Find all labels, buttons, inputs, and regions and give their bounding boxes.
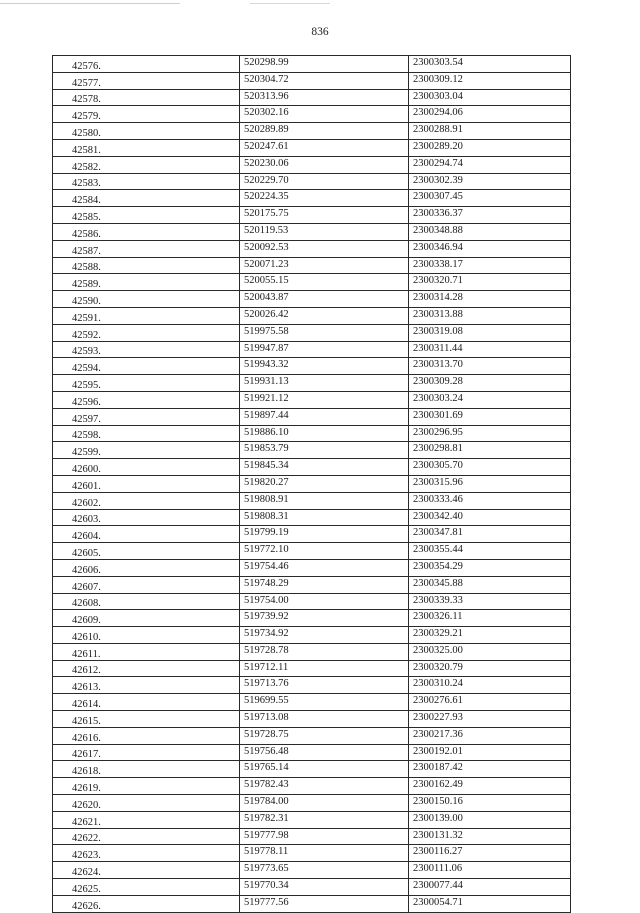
x-coordinate-cell: 520119.53 bbox=[240, 223, 409, 240]
x-coordinate-cell: 519784.00 bbox=[240, 795, 409, 812]
y-coordinate-cell: 2300315.96 bbox=[409, 475, 571, 492]
y-coordinate-cell: 2300276.61 bbox=[409, 694, 571, 711]
x-coordinate-cell: 519782.43 bbox=[240, 778, 409, 795]
point-index-cell: 42592. bbox=[53, 324, 240, 341]
y-coordinate-cell: 2300348.88 bbox=[409, 223, 571, 240]
table-row bbox=[53, 72, 571, 89]
point-index-cell: 42585. bbox=[53, 207, 240, 224]
y-coordinate-cell: 2300116.27 bbox=[409, 845, 571, 862]
y-coordinate-cell: 2300314.28 bbox=[409, 291, 571, 308]
point-index-cell: 42607. bbox=[53, 576, 240, 593]
x-coordinate-cell: 520092.53 bbox=[240, 240, 409, 257]
x-coordinate-cell: 519943.32 bbox=[240, 358, 409, 375]
y-coordinate-cell: 2300227.93 bbox=[409, 711, 571, 728]
table-row bbox=[53, 828, 571, 845]
point-index-cell: 42615. bbox=[53, 711, 240, 728]
point-index-cell: 42623. bbox=[53, 845, 240, 862]
point-index-cell: 42620. bbox=[53, 795, 240, 812]
table-row bbox=[53, 526, 571, 543]
y-coordinate-cell: 2300192.01 bbox=[409, 744, 571, 761]
table-row bbox=[53, 492, 571, 509]
point-index-cell: 42619. bbox=[53, 778, 240, 795]
table-row bbox=[53, 761, 571, 778]
point-index-cell: 42614. bbox=[53, 694, 240, 711]
point-index-cell: 42609. bbox=[53, 610, 240, 627]
table-row bbox=[53, 778, 571, 795]
y-coordinate-cell: 2300298.81 bbox=[409, 442, 571, 459]
x-coordinate-cell: 520055.15 bbox=[240, 274, 409, 291]
table-row bbox=[53, 240, 571, 257]
x-coordinate-cell: 520224.35 bbox=[240, 190, 409, 207]
x-coordinate-cell: 520247.61 bbox=[240, 139, 409, 156]
x-coordinate-cell: 519756.48 bbox=[240, 744, 409, 761]
point-index-cell: 42584. bbox=[53, 190, 240, 207]
table-row bbox=[53, 307, 571, 324]
table-row bbox=[53, 173, 571, 190]
y-coordinate-cell: 2300320.79 bbox=[409, 660, 571, 677]
point-index-cell: 42611. bbox=[53, 643, 240, 660]
scan-edge-line bbox=[250, 3, 330, 4]
x-coordinate-cell: 519728.78 bbox=[240, 643, 409, 660]
y-coordinate-cell: 2300313.70 bbox=[409, 358, 571, 375]
x-coordinate-cell: 519712.11 bbox=[240, 660, 409, 677]
y-coordinate-cell: 2300294.06 bbox=[409, 106, 571, 123]
point-index-cell: 42606. bbox=[53, 559, 240, 576]
table-row bbox=[53, 257, 571, 274]
x-coordinate-cell: 519699.55 bbox=[240, 694, 409, 711]
point-index-cell: 42595. bbox=[53, 375, 240, 392]
x-coordinate-cell: 520230.06 bbox=[240, 156, 409, 173]
x-coordinate-cell: 519713.76 bbox=[240, 677, 409, 694]
point-index-cell: 42604. bbox=[53, 526, 240, 543]
point-index-cell: 42581. bbox=[53, 139, 240, 156]
coordinates-table bbox=[52, 55, 571, 913]
y-coordinate-cell: 2300319.08 bbox=[409, 324, 571, 341]
coordinates-table-body bbox=[53, 56, 571, 913]
point-index-cell: 42577. bbox=[53, 72, 240, 89]
y-coordinate-cell: 2300339.33 bbox=[409, 593, 571, 610]
table-row bbox=[53, 559, 571, 576]
y-coordinate-cell: 2300338.17 bbox=[409, 257, 571, 274]
x-coordinate-cell: 519772.10 bbox=[240, 543, 409, 560]
table-row bbox=[53, 795, 571, 812]
point-index-cell: 42610. bbox=[53, 627, 240, 644]
point-index-cell: 42602. bbox=[53, 492, 240, 509]
x-coordinate-cell: 519748.29 bbox=[240, 576, 409, 593]
table-row bbox=[53, 358, 571, 375]
point-index-cell: 42603. bbox=[53, 509, 240, 526]
x-coordinate-cell: 519778.11 bbox=[240, 845, 409, 862]
table-row bbox=[53, 694, 571, 711]
y-coordinate-cell: 2300345.88 bbox=[409, 576, 571, 593]
table-row bbox=[53, 89, 571, 106]
y-coordinate-cell: 2300309.12 bbox=[409, 72, 571, 89]
point-index-cell: 42598. bbox=[53, 425, 240, 442]
table-row bbox=[53, 291, 571, 308]
table-row bbox=[53, 408, 571, 425]
y-coordinate-cell: 2300077.44 bbox=[409, 879, 571, 896]
table-row bbox=[53, 324, 571, 341]
table-row bbox=[53, 391, 571, 408]
y-coordinate-cell: 2300354.29 bbox=[409, 559, 571, 576]
point-index-cell: 42597. bbox=[53, 408, 240, 425]
x-coordinate-cell: 520175.75 bbox=[240, 207, 409, 224]
table-row bbox=[53, 711, 571, 728]
table-row bbox=[53, 156, 571, 173]
point-index-cell: 42621. bbox=[53, 811, 240, 828]
x-coordinate-cell: 519975.58 bbox=[240, 324, 409, 341]
x-coordinate-cell: 520304.72 bbox=[240, 72, 409, 89]
x-coordinate-cell: 519845.34 bbox=[240, 459, 409, 476]
y-coordinate-cell: 2300296.95 bbox=[409, 425, 571, 442]
x-coordinate-cell: 520302.16 bbox=[240, 106, 409, 123]
table-row bbox=[53, 459, 571, 476]
y-coordinate-cell: 2300313.88 bbox=[409, 307, 571, 324]
y-coordinate-cell: 2300346.94 bbox=[409, 240, 571, 257]
table-row bbox=[53, 576, 571, 593]
y-coordinate-cell: 2300310.24 bbox=[409, 677, 571, 694]
y-coordinate-cell: 2300150.16 bbox=[409, 795, 571, 812]
point-index-cell: 42593. bbox=[53, 341, 240, 358]
x-coordinate-cell: 519734.92 bbox=[240, 627, 409, 644]
point-index-cell: 42579. bbox=[53, 106, 240, 123]
y-coordinate-cell: 2300325.00 bbox=[409, 643, 571, 660]
y-coordinate-cell: 2300288.91 bbox=[409, 123, 571, 140]
point-index-cell: 42612. bbox=[53, 660, 240, 677]
table-row bbox=[53, 223, 571, 240]
table-row bbox=[53, 593, 571, 610]
x-coordinate-cell: 519947.87 bbox=[240, 341, 409, 358]
point-index-cell: 42587. bbox=[53, 240, 240, 257]
table-row bbox=[53, 123, 571, 140]
y-coordinate-cell: 2300303.54 bbox=[409, 56, 571, 73]
point-index-cell: 42600. bbox=[53, 459, 240, 476]
table-row bbox=[53, 475, 571, 492]
point-index-cell: 42586. bbox=[53, 223, 240, 240]
y-coordinate-cell: 2300294.74 bbox=[409, 156, 571, 173]
table-row bbox=[53, 207, 571, 224]
y-coordinate-cell: 2300289.20 bbox=[409, 139, 571, 156]
x-coordinate-cell: 520298.99 bbox=[240, 56, 409, 73]
point-index-cell: 42596. bbox=[53, 391, 240, 408]
table-row bbox=[53, 879, 571, 896]
page-number: 836 bbox=[311, 26, 329, 38]
table-row bbox=[53, 375, 571, 392]
x-coordinate-cell: 519808.31 bbox=[240, 509, 409, 526]
table-row bbox=[53, 727, 571, 744]
table-row bbox=[53, 274, 571, 291]
table-row bbox=[53, 543, 571, 560]
x-coordinate-cell: 520043.87 bbox=[240, 291, 409, 308]
point-index-cell: 42583. bbox=[53, 173, 240, 190]
x-coordinate-cell: 519754.46 bbox=[240, 559, 409, 576]
x-coordinate-cell: 519777.56 bbox=[240, 895, 409, 912]
x-coordinate-cell: 519728.75 bbox=[240, 727, 409, 744]
y-coordinate-cell: 2300139.00 bbox=[409, 811, 571, 828]
point-index-cell: 42590. bbox=[53, 291, 240, 308]
table-row bbox=[53, 442, 571, 459]
x-coordinate-cell: 519782.31 bbox=[240, 811, 409, 828]
x-coordinate-cell: 520229.70 bbox=[240, 173, 409, 190]
y-coordinate-cell: 2300333.46 bbox=[409, 492, 571, 509]
y-coordinate-cell: 2300302.39 bbox=[409, 173, 571, 190]
table-row bbox=[53, 643, 571, 660]
x-coordinate-cell: 520313.96 bbox=[240, 89, 409, 106]
y-coordinate-cell: 2300307.45 bbox=[409, 190, 571, 207]
table-row bbox=[53, 895, 571, 912]
point-index-cell: 42582. bbox=[53, 156, 240, 173]
x-coordinate-cell: 519773.65 bbox=[240, 862, 409, 879]
x-coordinate-cell: 519713.08 bbox=[240, 711, 409, 728]
y-coordinate-cell: 2300329.21 bbox=[409, 627, 571, 644]
y-coordinate-cell: 2300054.71 bbox=[409, 895, 571, 912]
x-coordinate-cell: 519799.19 bbox=[240, 526, 409, 543]
point-index-cell: 42625. bbox=[53, 879, 240, 896]
point-index-cell: 42616. bbox=[53, 727, 240, 744]
y-coordinate-cell: 2300303.04 bbox=[409, 89, 571, 106]
table-row bbox=[53, 845, 571, 862]
point-index-cell: 42613. bbox=[53, 677, 240, 694]
point-index-cell: 42617. bbox=[53, 744, 240, 761]
y-coordinate-cell: 2300303.24 bbox=[409, 391, 571, 408]
table-row bbox=[53, 862, 571, 879]
point-index-cell: 42594. bbox=[53, 358, 240, 375]
y-coordinate-cell: 2300217.36 bbox=[409, 727, 571, 744]
table-row bbox=[53, 425, 571, 442]
y-coordinate-cell: 2300131.32 bbox=[409, 828, 571, 845]
point-index-cell: 42622. bbox=[53, 828, 240, 845]
y-coordinate-cell: 2300311.44 bbox=[409, 341, 571, 358]
point-index-cell: 42605. bbox=[53, 543, 240, 560]
table-row bbox=[53, 341, 571, 358]
y-coordinate-cell: 2300326.11 bbox=[409, 610, 571, 627]
x-coordinate-cell: 520289.89 bbox=[240, 123, 409, 140]
table-row bbox=[53, 677, 571, 694]
table-row bbox=[53, 744, 571, 761]
table-row bbox=[53, 56, 571, 73]
point-index-cell: 42578. bbox=[53, 89, 240, 106]
y-coordinate-cell: 2300301.69 bbox=[409, 408, 571, 425]
x-coordinate-cell: 519739.92 bbox=[240, 610, 409, 627]
y-coordinate-cell: 2300111.06 bbox=[409, 862, 571, 879]
y-coordinate-cell: 2300342.40 bbox=[409, 509, 571, 526]
x-coordinate-cell: 519931.13 bbox=[240, 375, 409, 392]
table-row bbox=[53, 660, 571, 677]
point-index-cell: 42576. bbox=[53, 56, 240, 73]
x-coordinate-cell: 519897.44 bbox=[240, 408, 409, 425]
table-row bbox=[53, 106, 571, 123]
y-coordinate-cell: 2300187.42 bbox=[409, 761, 571, 778]
y-coordinate-cell: 2300336.37 bbox=[409, 207, 571, 224]
x-coordinate-cell: 519754.00 bbox=[240, 593, 409, 610]
x-coordinate-cell: 519770.34 bbox=[240, 879, 409, 896]
y-coordinate-cell: 2300309.28 bbox=[409, 375, 571, 392]
y-coordinate-cell: 2300162.49 bbox=[409, 778, 571, 795]
point-index-cell: 42589. bbox=[53, 274, 240, 291]
x-coordinate-cell: 520071.23 bbox=[240, 257, 409, 274]
table-row bbox=[53, 190, 571, 207]
table-row bbox=[53, 509, 571, 526]
x-coordinate-cell: 519777.98 bbox=[240, 828, 409, 845]
scan-edge-line bbox=[0, 3, 180, 4]
y-coordinate-cell: 2300347.81 bbox=[409, 526, 571, 543]
x-coordinate-cell: 519886.10 bbox=[240, 425, 409, 442]
y-coordinate-cell: 2300305.70 bbox=[409, 459, 571, 476]
y-coordinate-cell: 2300320.71 bbox=[409, 274, 571, 291]
point-index-cell: 42608. bbox=[53, 593, 240, 610]
table-row bbox=[53, 811, 571, 828]
point-index-cell: 42618. bbox=[53, 761, 240, 778]
x-coordinate-cell: 520026.42 bbox=[240, 307, 409, 324]
point-index-cell: 42591. bbox=[53, 307, 240, 324]
table-row bbox=[53, 139, 571, 156]
x-coordinate-cell: 519765.14 bbox=[240, 761, 409, 778]
point-index-cell: 42599. bbox=[53, 442, 240, 459]
point-index-cell: 42601. bbox=[53, 475, 240, 492]
x-coordinate-cell: 519921.12 bbox=[240, 391, 409, 408]
point-index-cell: 42580. bbox=[53, 123, 240, 140]
point-index-cell: 42624. bbox=[53, 862, 240, 879]
table-row bbox=[53, 610, 571, 627]
x-coordinate-cell: 519820.27 bbox=[240, 475, 409, 492]
point-index-cell: 42588. bbox=[53, 257, 240, 274]
point-index-cell: 42626. bbox=[53, 895, 240, 912]
x-coordinate-cell: 519808.91 bbox=[240, 492, 409, 509]
y-coordinate-cell: 2300355.44 bbox=[409, 543, 571, 560]
x-coordinate-cell: 519853.79 bbox=[240, 442, 409, 459]
table-row bbox=[53, 627, 571, 644]
